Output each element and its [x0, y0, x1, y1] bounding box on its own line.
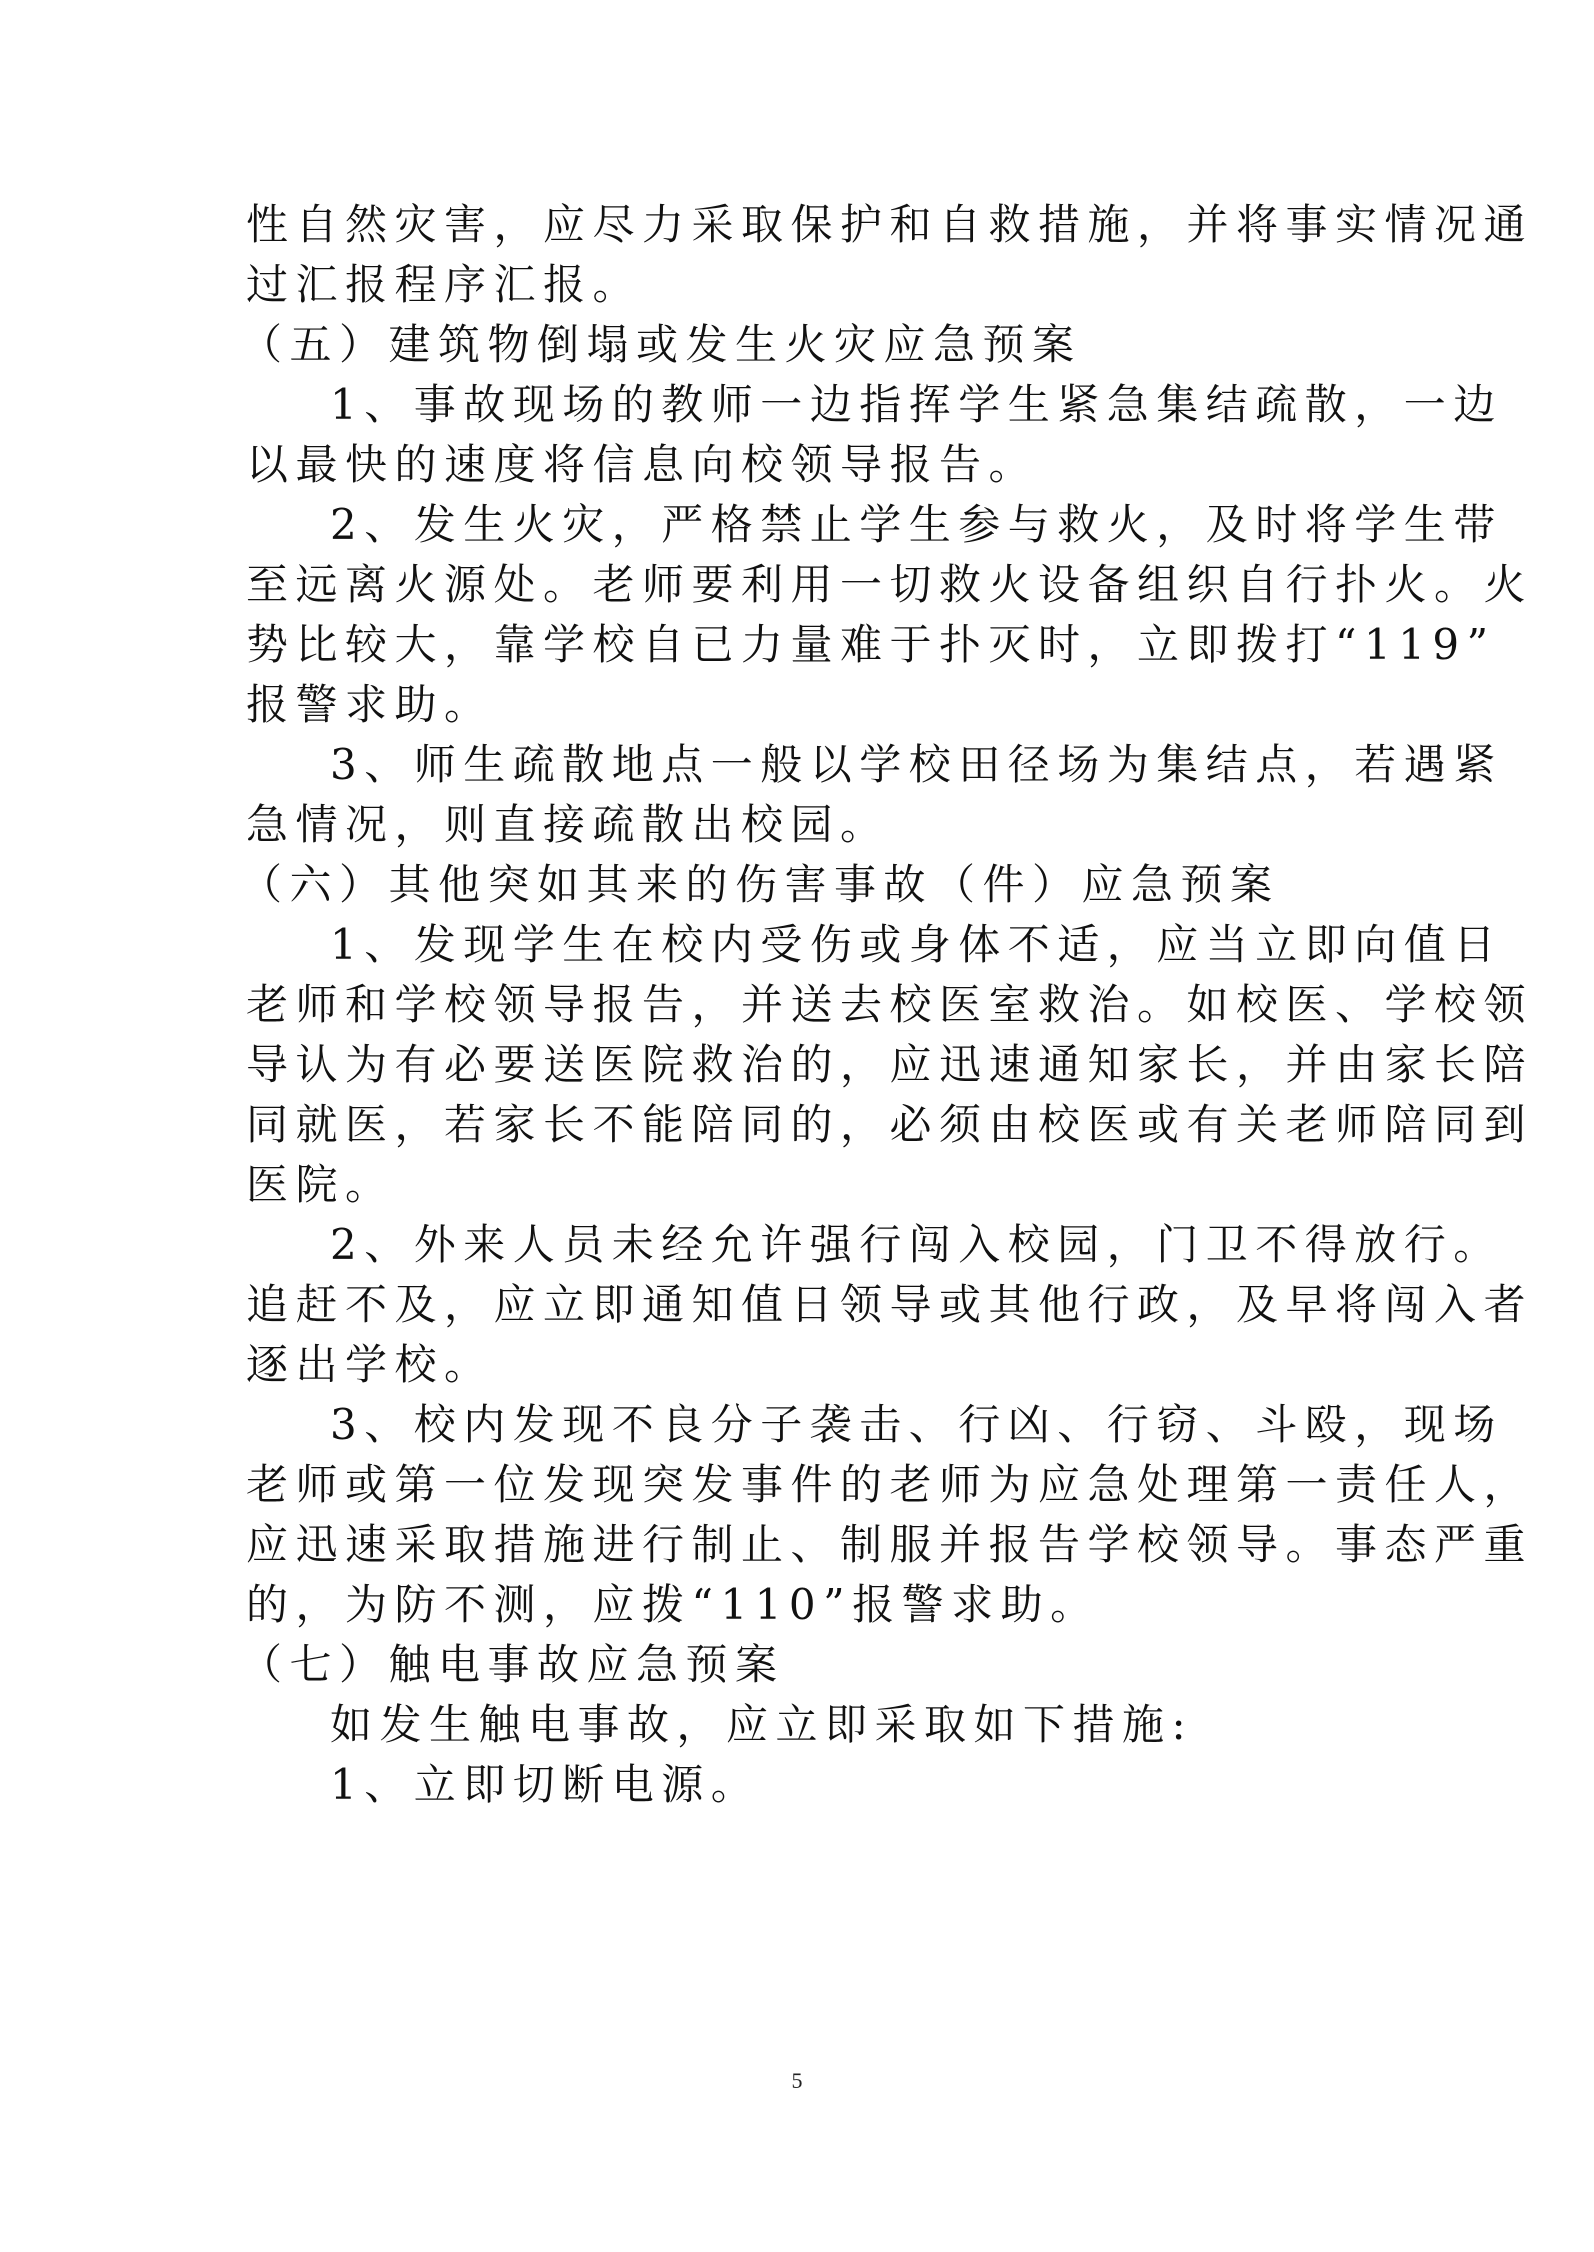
- body-line: 急情况，则直接疏散出校园。: [246, 800, 890, 849]
- paragraph-first-line: 2、外来人员未经允许强行闯入校园，门卫不得放行。: [330, 1220, 1503, 1269]
- body-line: 的，为防不测，应拨“110”报警求助。: [246, 1580, 1100, 1629]
- section-heading: （五）建筑物倒塌或发生火灾应急预案: [240, 320, 1082, 369]
- body-line: 性自然灾害，应尽力采取保护和自救措施，并将事实情况通: [246, 200, 1534, 249]
- paragraph-first-line: 如发生触电事故，应立即采取如下措施:: [330, 1700, 1194, 1749]
- body-line: 老师和学校领导报告，并送去校医室救治。如校医、学校领: [246, 980, 1534, 1029]
- body-line: 老师或第一位发现突发事件的老师为应急处理第一责任人，: [246, 1460, 1534, 1509]
- body-line: 医院。: [246, 1160, 395, 1209]
- body-line: 过汇报程序汇报。: [246, 260, 643, 309]
- body-line: 势比较大，靠学校自已力量难于扑灭时，立即拨打“119”: [246, 620, 1496, 669]
- document-body: [240, 195, 1534, 1815]
- paragraph-first-line: 1、事故现场的教师一边指挥学生紧急集结疏散，一边: [330, 380, 1503, 429]
- body-line: 至远离火源处。老师要利用一切救火设备组织自行扑火。火: [246, 560, 1534, 609]
- body-line: 同就医，若家长不能陪同的，必须由校医或有关老师陪同到: [246, 1100, 1534, 1149]
- body-line: 导认为有必要送医院救治的，应迅速通知家长，并由家长陪: [246, 1040, 1534, 1089]
- paragraph-first-line: 1、立即切断电源。: [330, 1760, 761, 1809]
- body-line: 逐出学校。: [246, 1340, 494, 1389]
- body-line: 以最快的速度将信息向校领导报告。: [246, 440, 1039, 489]
- section-heading: （七）触电事故应急预案: [240, 1640, 785, 1689]
- paragraph-first-line: 3、校内发现不良分子袭击、行凶、行窃、斗殴，现场: [330, 1400, 1503, 1449]
- section-heading: （六）其他突如其来的伤害事故（件）应急预案: [240, 860, 1280, 909]
- body-line: 报警求助。: [246, 680, 494, 729]
- paragraph-first-line: 1、发现学生在校内受伤或身体不适，应当立即向值日: [330, 920, 1503, 969]
- page-number: 5: [791, 2068, 803, 2093]
- paragraph-first-line: 2、发生火灾，严格禁止学生参与救火，及时将学生带: [330, 500, 1503, 549]
- paragraph-first-line: 3、师生疏散地点一般以学校田径场为集结点，若遇紧: [330, 740, 1503, 789]
- body-line: 应迅速采取措施进行制止、制服并报告学校领导。事态严重: [246, 1520, 1534, 1569]
- body-line: 追赶不及，应立即通知值日领导或其他行政，及早将闯入者: [246, 1280, 1534, 1329]
